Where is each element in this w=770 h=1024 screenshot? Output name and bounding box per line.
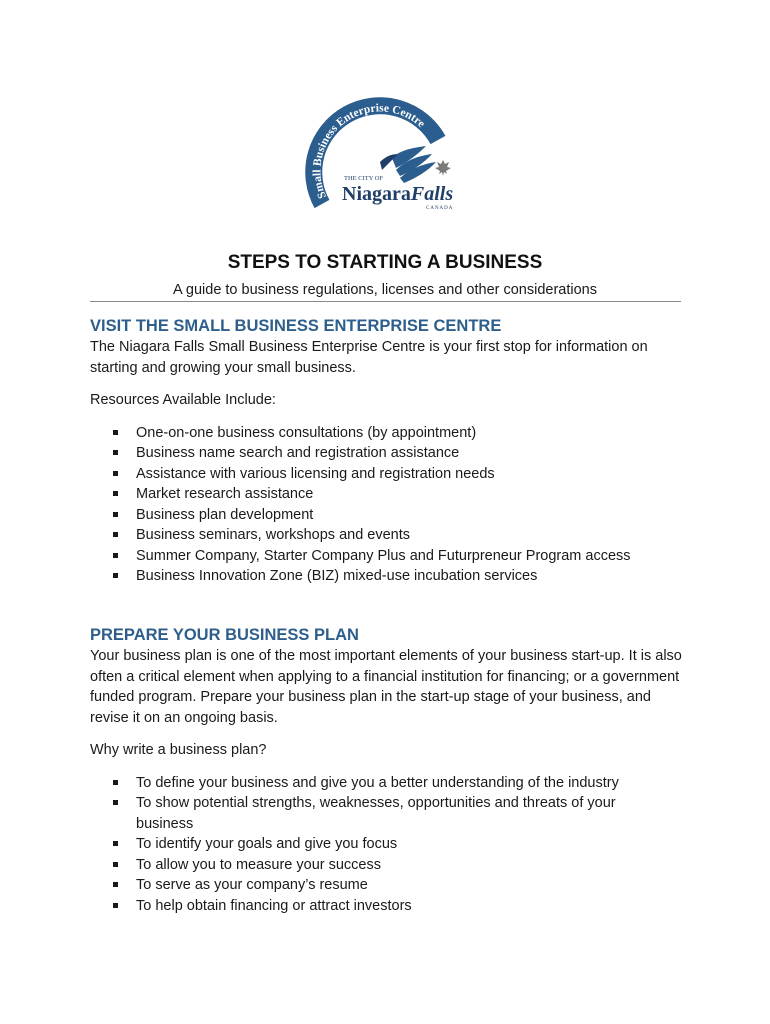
bullet-icon <box>113 532 118 537</box>
list-item: One-on-one business consultations (by appointment) <box>90 423 690 444</box>
bullet-icon <box>113 780 118 785</box>
list-item: Market research assistance <box>90 484 690 505</box>
section-heading: VISIT THE SMALL BUSINESS ENTERPRISE CENTRE <box>90 317 502 335</box>
bullet-icon <box>113 903 118 908</box>
logo-city-of: THE CITY OF <box>344 175 384 182</box>
bullet-icon <box>113 512 118 517</box>
bullet-icon <box>113 450 118 455</box>
list-label: Why write a business plan? <box>90 742 267 758</box>
page-title: STEPS TO STARTING A BUSINESS <box>227 252 543 273</box>
section-intro: Your business plan is one of the most important elements of your business start-up. It is also often a critical element when applying to a financial institution for financing; or a government funded program. Prepare your business plan in the start-up stage of your business, and revise it on an ongoing basis. <box>90 648 682 726</box>
bullet-icon <box>113 553 118 558</box>
sbec-logo <box>300 96 470 226</box>
logo-city-name: NiagaraFalls <box>342 183 454 205</box>
maple-leaf-icon <box>435 160 451 176</box>
bullet-icon <box>113 471 118 476</box>
logo-arc-text: Small Business Enterprise Centre <box>311 102 428 201</box>
list-item: Assistance with various licensing and registration needs <box>90 464 690 485</box>
list-item: Summer Company, Starter Company Plus and Futurpreneur Program access <box>90 546 690 567</box>
section-intro: The Niagara Falls Small Business Enterprise Centre is your first stop for information on starting and growing your small business. <box>90 339 648 376</box>
bullet-icon <box>113 882 118 887</box>
header-divider <box>90 301 681 302</box>
list-item: Business seminars, workshops and events <box>90 525 690 546</box>
waterfall-icon <box>380 146 436 183</box>
list-item: To allow you to measure your success <box>90 855 690 876</box>
section-heading: PREPARE YOUR BUSINESS PLAN <box>90 626 359 644</box>
section-business-plan <box>90 624 690 916</box>
page-subtitle: A guide to business regulations, licenses and other considerations <box>173 282 597 298</box>
bullet-icon <box>113 573 118 578</box>
bullet-icon <box>113 841 118 846</box>
reasons-list <box>90 773 690 917</box>
list-item: To identify your goals and give you focus <box>90 834 690 855</box>
list-item: Business plan development <box>90 505 690 526</box>
list-item: To serve as your company’s resume <box>90 875 690 896</box>
list-item: To define your business and give you a better understanding of the industry <box>90 773 690 794</box>
bullet-icon <box>113 491 118 496</box>
resources-list <box>90 423 690 587</box>
list-item: To help obtain financing or attract investors <box>90 896 690 917</box>
list-item: To show potential strengths, weaknesses, opportunities and threats of your business <box>90 793 690 834</box>
logo-country: CANADA <box>426 206 454 211</box>
logo-graphic <box>300 96 470 226</box>
section-visit-sbec <box>90 315 690 587</box>
list-item: Business name search and registration assistance <box>90 443 690 464</box>
bullet-icon <box>113 430 118 435</box>
bullet-icon <box>113 862 118 867</box>
list-label: Resources Available Include: <box>90 392 276 408</box>
bullet-icon <box>113 800 118 805</box>
list-item: Business Innovation Zone (BIZ) mixed-use incubation services <box>90 566 690 587</box>
